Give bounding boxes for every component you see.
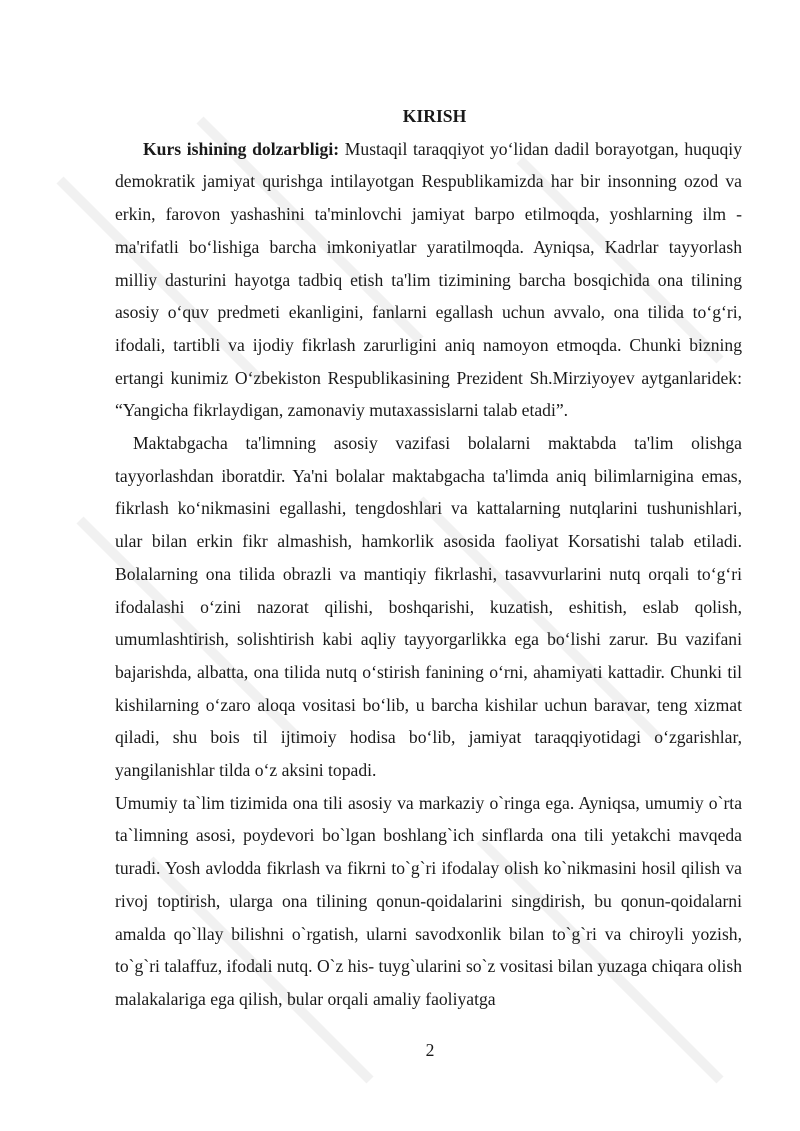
paragraph-3: Umumiy ta`lim tizimida ona tili asosiy va markaziy o`ringa ega. Ayniqsa, umumiy o`rta ta`limning asosi, poydevori bo`lgan boshlang`ich sinflarda ona tili yetakchi mavqeda turadi. Yosh avlodda fikrlash va fikrni to`g`ri ifodalay olish ko`nikmasini hosil qilish va rivoj toptirish, ularga ona tilining qonun-qoidalarini singdirish, bu qonun-qoidalarni amalda qo`llay bilishni o`rgatish, ularni savodxonlik bilan to`g`ri va chiroyli yozish, to`g`ri talaffuz, ifodali nutq. O`z his- tuyg`ularini so`z vositasi bilan yuzaga chiqara olish malakalariga ega qilish, bular orqali amaliy faoliyatga	[115, 792, 743, 1009]
paragraph-1	[115, 133, 742, 427]
paragraph-2: Maktabgacha ta'limning asosiy vazifasi bolalarni maktabda ta'lim olishga tayyorlashdan iboratdir. Ya'ni bolalar maktabgacha ta'limda aniq bilimlarnigina emas, fikrlash ko‘nikmasini egallashi, tengdoshlari va kattalarning nutqlarini tushunishlari, ular bilan erkin fikr almashish, hamkorlik asosida faoliyat Korsatishi talab etiladi. Bolalarning ona tilida obrazli va mantiqiy fikrlashi, tasavvurlarini nutq orqali to‘g‘ri ifodalashi o‘zini nazorat qilishi, boshqarishi, kuzatish, eshitish, eslab qolish, umumlashtirish, solishtirish kabi aqliy tayyorgarlikka ega bo‘lishi zarur. Bu vazifani bajarishda, albatta, ona tilida nutq o‘stirish fanining o‘rni, ahamiyati kattadir. Chunki til kishilarning o‘zaro aloqa vositasi bo‘lib, u barcha kishilar uchun baravar, teng xizmat qiladi, shu bois til ijtimoiy hodisa bo‘lib, jamiyat taraqqiyotidagi o‘zgarishlar, yangilanishlar tilda o‘z aksini topadi.	[115, 433, 742, 781]
page-number: 2	[425, 1040, 435, 1060]
document-title: KIRISH	[402, 106, 467, 126]
paragraph-1-text: Mustaqil taraqqiyot yo‘lidan dadil borayotgan, huquqiy demokratik jamiyat qurishga intilayotgan Respublikamizda har bir insonning ozod va erkin, farovon yashashini ta'minlovchi jamiyat barpo etilmoqda, yoshlarning ilm - ma'rifatli bo‘lishiga barcha imkoniyatlar yaratilmoqda. Ayniqsa, Kadrlar tayyorlash milliy dasturini hayotga tadbiq etish ta'lim tizimining barcha bosqichida ona tilining asosiy o‘quv predmeti ekanligini, fanlarni egallash uchun avvalo, ona tilida to‘g‘ri, ifodali, tartibli va ijodiy fikrlash zarurligini aniq namoyon etmoqda. Chunki bizning ertangi kunimiz O‘zbekiston Respublikasining Prezident Sh.Mirziyoyev aytganlaridek: “Yangicha fikrlaydigan, zamonaviy mutaxassislarni talab etadi”.	[115, 138, 742, 421]
lead-label: Kurs ishining dolzarbligi:	[143, 138, 340, 159]
document-page	[115, 100, 742, 1016]
